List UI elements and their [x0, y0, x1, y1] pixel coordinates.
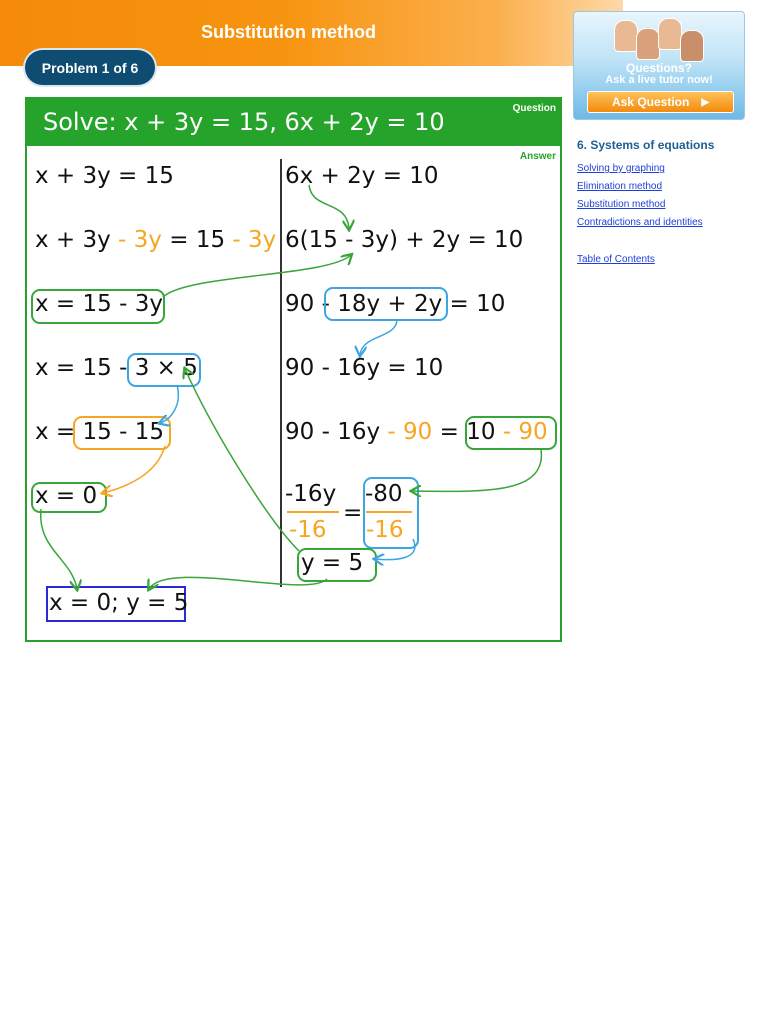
sidebar-link-substitution-method[interactable]: Substitution method — [577, 199, 666, 210]
question-tab[interactable]: Question — [512, 103, 556, 114]
tutor-photo-icon — [614, 20, 638, 52]
right-step-5-c: - 90 — [387, 419, 433, 445]
fraction-right-denominator: -16 — [366, 517, 404, 543]
left-step-2-a: x + 3y — [35, 227, 111, 253]
arrow-ten-minus-ninety-to-fraction — [412, 449, 541, 491]
left-step-5-b: 15 - 15 — [82, 419, 164, 445]
left-step-2-d: - 3y — [225, 227, 277, 253]
left-step-4-a: x = 15 - — [35, 355, 135, 381]
tutor-photo-icon — [636, 28, 660, 60]
right-step-4: 90 - 16y = 10 — [285, 355, 444, 381]
problem-statement: Solve: x + 3y = 15, 6x + 2y = 10 — [43, 108, 445, 136]
page-title: Substitution method — [201, 22, 376, 42]
right-step-3-c: = 10 — [442, 291, 506, 317]
play-arrow-icon: ▶ — [701, 96, 710, 108]
arrow-6x-to-substitution — [309, 185, 349, 229]
table-of-contents-link[interactable]: Table of Contents — [577, 254, 655, 265]
arrow-x-to-final — [41, 509, 77, 589]
ask-question-label: Ask Question — [611, 95, 690, 109]
fraction-equals: = — [343, 500, 363, 526]
arrow-y-to-final — [149, 577, 327, 589]
right-step-2: 6(15 - 3y) + 2y = 10 — [285, 227, 524, 253]
right-step-1: 6x + 2y = 10 — [285, 163, 439, 189]
problem-counter: Problem 1 of 6 — [25, 50, 155, 85]
left-step-3: x = 15 - 3y — [35, 291, 163, 317]
substitution-arrows — [27, 99, 560, 640]
fraction-left-denominator: -16 — [289, 517, 327, 543]
problem-board — [25, 97, 562, 642]
sidebar-link-elimination-method[interactable]: Elimination method — [577, 181, 663, 192]
tutor-ad[interactable] — [573, 11, 745, 120]
right-step-5-d: = — [432, 419, 467, 445]
sidebar-link-solving-by-graphing[interactable]: Solving by graphing — [577, 163, 665, 174]
fraction-right-numerator: -80 — [365, 481, 403, 507]
right-step-7: y = 5 — [301, 550, 364, 576]
left-step-5-a: x = — [35, 419, 83, 445]
right-step-5-e: 10 — [466, 419, 503, 445]
arrow-y-to-substituted — [185, 369, 299, 551]
left-step-1: x + 3y = 15 — [35, 163, 174, 189]
section-title: 6. Systems of equations — [577, 138, 715, 152]
arrow-fraction-to-y — [375, 539, 415, 560]
left-step-4-b: 3 × 5 — [134, 355, 198, 381]
tutor-photo-icon — [658, 18, 682, 50]
right-step-5-a: 90 — [285, 419, 315, 445]
left-step-2-c: = 15 — [161, 227, 226, 253]
arrow-x-expression-to-right — [163, 255, 351, 297]
ask-question-button[interactable] — [587, 91, 734, 113]
arrow-substituted-to-result — [160, 385, 178, 423]
right-step-3-a: 90 — [285, 291, 322, 317]
final-answer: x = 0; y = 5 — [49, 590, 189, 616]
ad-tagline: Ask a live tutor now! — [605, 74, 713, 86]
left-step-2-b: - 3y — [110, 227, 162, 253]
ad-questions-text: Questions? — [625, 61, 692, 75]
left-step-6: x = 0 — [35, 483, 98, 509]
right-step-5-b: - 16y — [314, 419, 388, 445]
sidebar-link-contradictions-identities[interactable]: Contradictions and identities — [577, 217, 703, 228]
arrow-subtraction-to-zero — [103, 446, 165, 493]
arrow-combine-to-result — [360, 319, 397, 355]
answer-tab[interactable]: Answer — [519, 151, 556, 162]
fraction-left-numerator: -16y — [285, 481, 337, 507]
right-step-5-f: - 90 — [502, 419, 548, 445]
tutor-photo-icon — [680, 30, 704, 62]
right-step-3-b: - 18y + 2y — [321, 291, 443, 317]
